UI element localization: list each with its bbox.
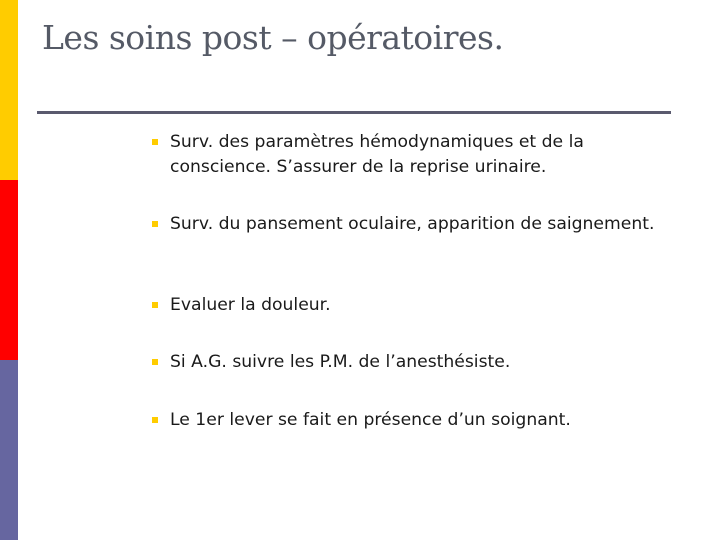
bullet-item [152,293,672,318]
bullet-text: Surv. du pansement oculaire, apparition de saignement. [170,214,655,234]
square-bullet-icon [152,302,158,308]
bullet-item [152,350,672,375]
side-bar-blue [0,360,18,540]
slide-title: Les soins post – opératoires. [42,18,504,57]
square-bullet-icon [152,359,158,365]
side-bar-yellow [0,0,18,180]
title-divider [37,111,671,114]
side-bar-red [0,180,18,360]
bullet-text: Surv. des paramètres hémodynamiques et de la conscience. S’assurer de la reprise urinaire. [170,132,584,177]
square-bullet-icon [152,139,158,145]
square-bullet-icon [152,417,158,423]
bullet-item [152,130,672,180]
square-bullet-icon [152,221,158,227]
bullet-item [152,408,672,433]
bullet-item [152,212,672,237]
bullet-text: Si A.G. suivre les P.M. de l’anesthésiste. [170,352,511,372]
bullet-text: Le 1er lever se fait en présence d’un soignant. [170,410,571,430]
bullet-text: Evaluer la douleur. [170,295,331,315]
